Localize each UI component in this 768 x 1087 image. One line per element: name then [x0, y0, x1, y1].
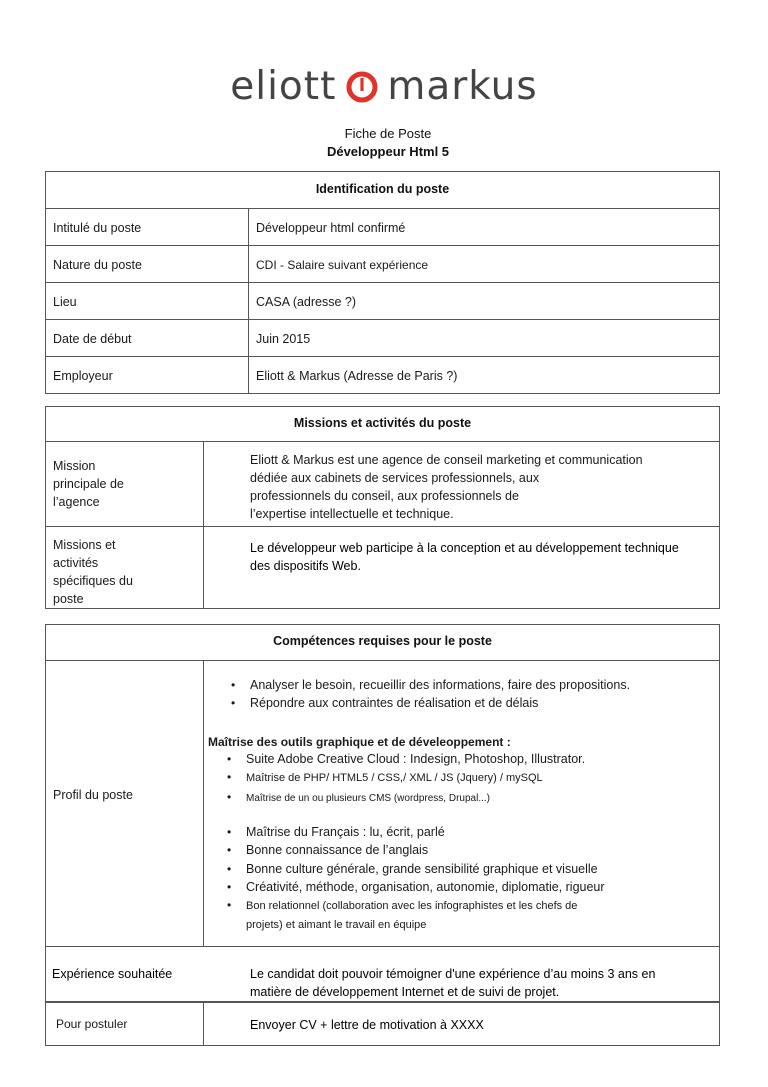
list-item: • Maîtrise du Français : lu, écrit, parlé: [227, 825, 445, 839]
missions-specific-label: Missions et activités spécifiques du poste: [53, 538, 133, 606]
mission-text: Eliott & Markus est une agence de conseil marketing et communication dédiée aux cabinets de services professionnels, aux professionnels du conseil, aux professionnels de l’expertise intellectuelle et technique.: [250, 453, 643, 521]
list-item: • Créativité, méthode, organisation, autonomie, diplomatie, rigueur: [227, 879, 605, 894]
list-item: • Bon relationnel (collaboration avec les infographistes et les chefs de: [227, 898, 578, 913]
logo-left-word: eliott: [230, 64, 337, 109]
apply-label: Pour postuler: [56, 1017, 128, 1031]
apply-value: Envoyer CV + lettre de motivation à XXXX: [250, 1018, 484, 1032]
identification-title: Identification du poste: [315, 182, 450, 196]
missions-specific-text: Le développeur web participe à la conception et au développement technique des dispositifs Web.: [250, 541, 679, 573]
list-item: • Bonne connaissance de l’anglais: [227, 843, 429, 858]
experience-text: Le candidat doit pouvoir témoigner d'une expérience d’au moins 3 ans en matière de développement Internet et de suivi de projet.: [250, 967, 656, 999]
title-line-2: Développeur Html 5: [326, 144, 450, 159]
list-item: • Suite Adobe Creative Cloud : Indesign, Photoshop, Illustrator.: [227, 752, 586, 766]
identification-value: Juin 2015: [256, 332, 311, 346]
title-line-1: Fiche de Poste: [344, 126, 432, 141]
identification-label: Lieu: [53, 295, 77, 309]
identification-value: Eliott & Markus (Adresse de Paris ?): [256, 369, 458, 383]
list-item: projets) et aimant le travail en équipe: [246, 919, 427, 932]
logo-right-word: markus: [387, 64, 538, 109]
analysis-list: [228, 676, 630, 713]
profil-label: Profil du poste: [53, 788, 133, 802]
identification-value: CDI - Salaire suivant expérience: [256, 258, 429, 272]
missions-title: Missions et activités du poste: [293, 416, 472, 430]
list-item: • Bonne culture générale, grande sensibilité graphique et visuelle: [227, 861, 598, 876]
power-icon: [346, 71, 378, 103]
experience-label: Expérience souhaitée: [52, 967, 173, 981]
skills-list: [224, 823, 605, 935]
list-item: • Analyser le besoin, recueillir des informations, faire des propositions.: [231, 678, 631, 692]
tools-list: [224, 750, 585, 808]
identification-label: Date de début: [53, 332, 132, 346]
company-logo: [0, 62, 768, 112]
competences-title: Compétences requises pour le poste: [273, 634, 492, 648]
tools-heading: Maîtrise des outils graphique et de déveleoppement :: [208, 735, 511, 749]
list-item: • Répondre aux contraintes de réalisation et de délais: [231, 696, 539, 711]
identification-value: Développeur html confirmé: [256, 221, 406, 235]
identification-label: Employeur: [53, 369, 113, 383]
identification-value: CASA (adresse ?): [256, 295, 357, 309]
identification-label: Nature du poste: [53, 258, 142, 272]
list-item: • Maîtrise de un ou plusieurs CMS (wordpress, Drupal...): [227, 789, 490, 804]
list-item: • Maîtrise de PHP/ HTML5 / CSS,/ XML / JS (Jquery) / mySQL: [227, 770, 543, 785]
identification-label: Intitulé du poste: [53, 221, 142, 235]
mission-label: Mission principale de l’agence: [53, 459, 124, 509]
document-title: [0, 125, 768, 161]
